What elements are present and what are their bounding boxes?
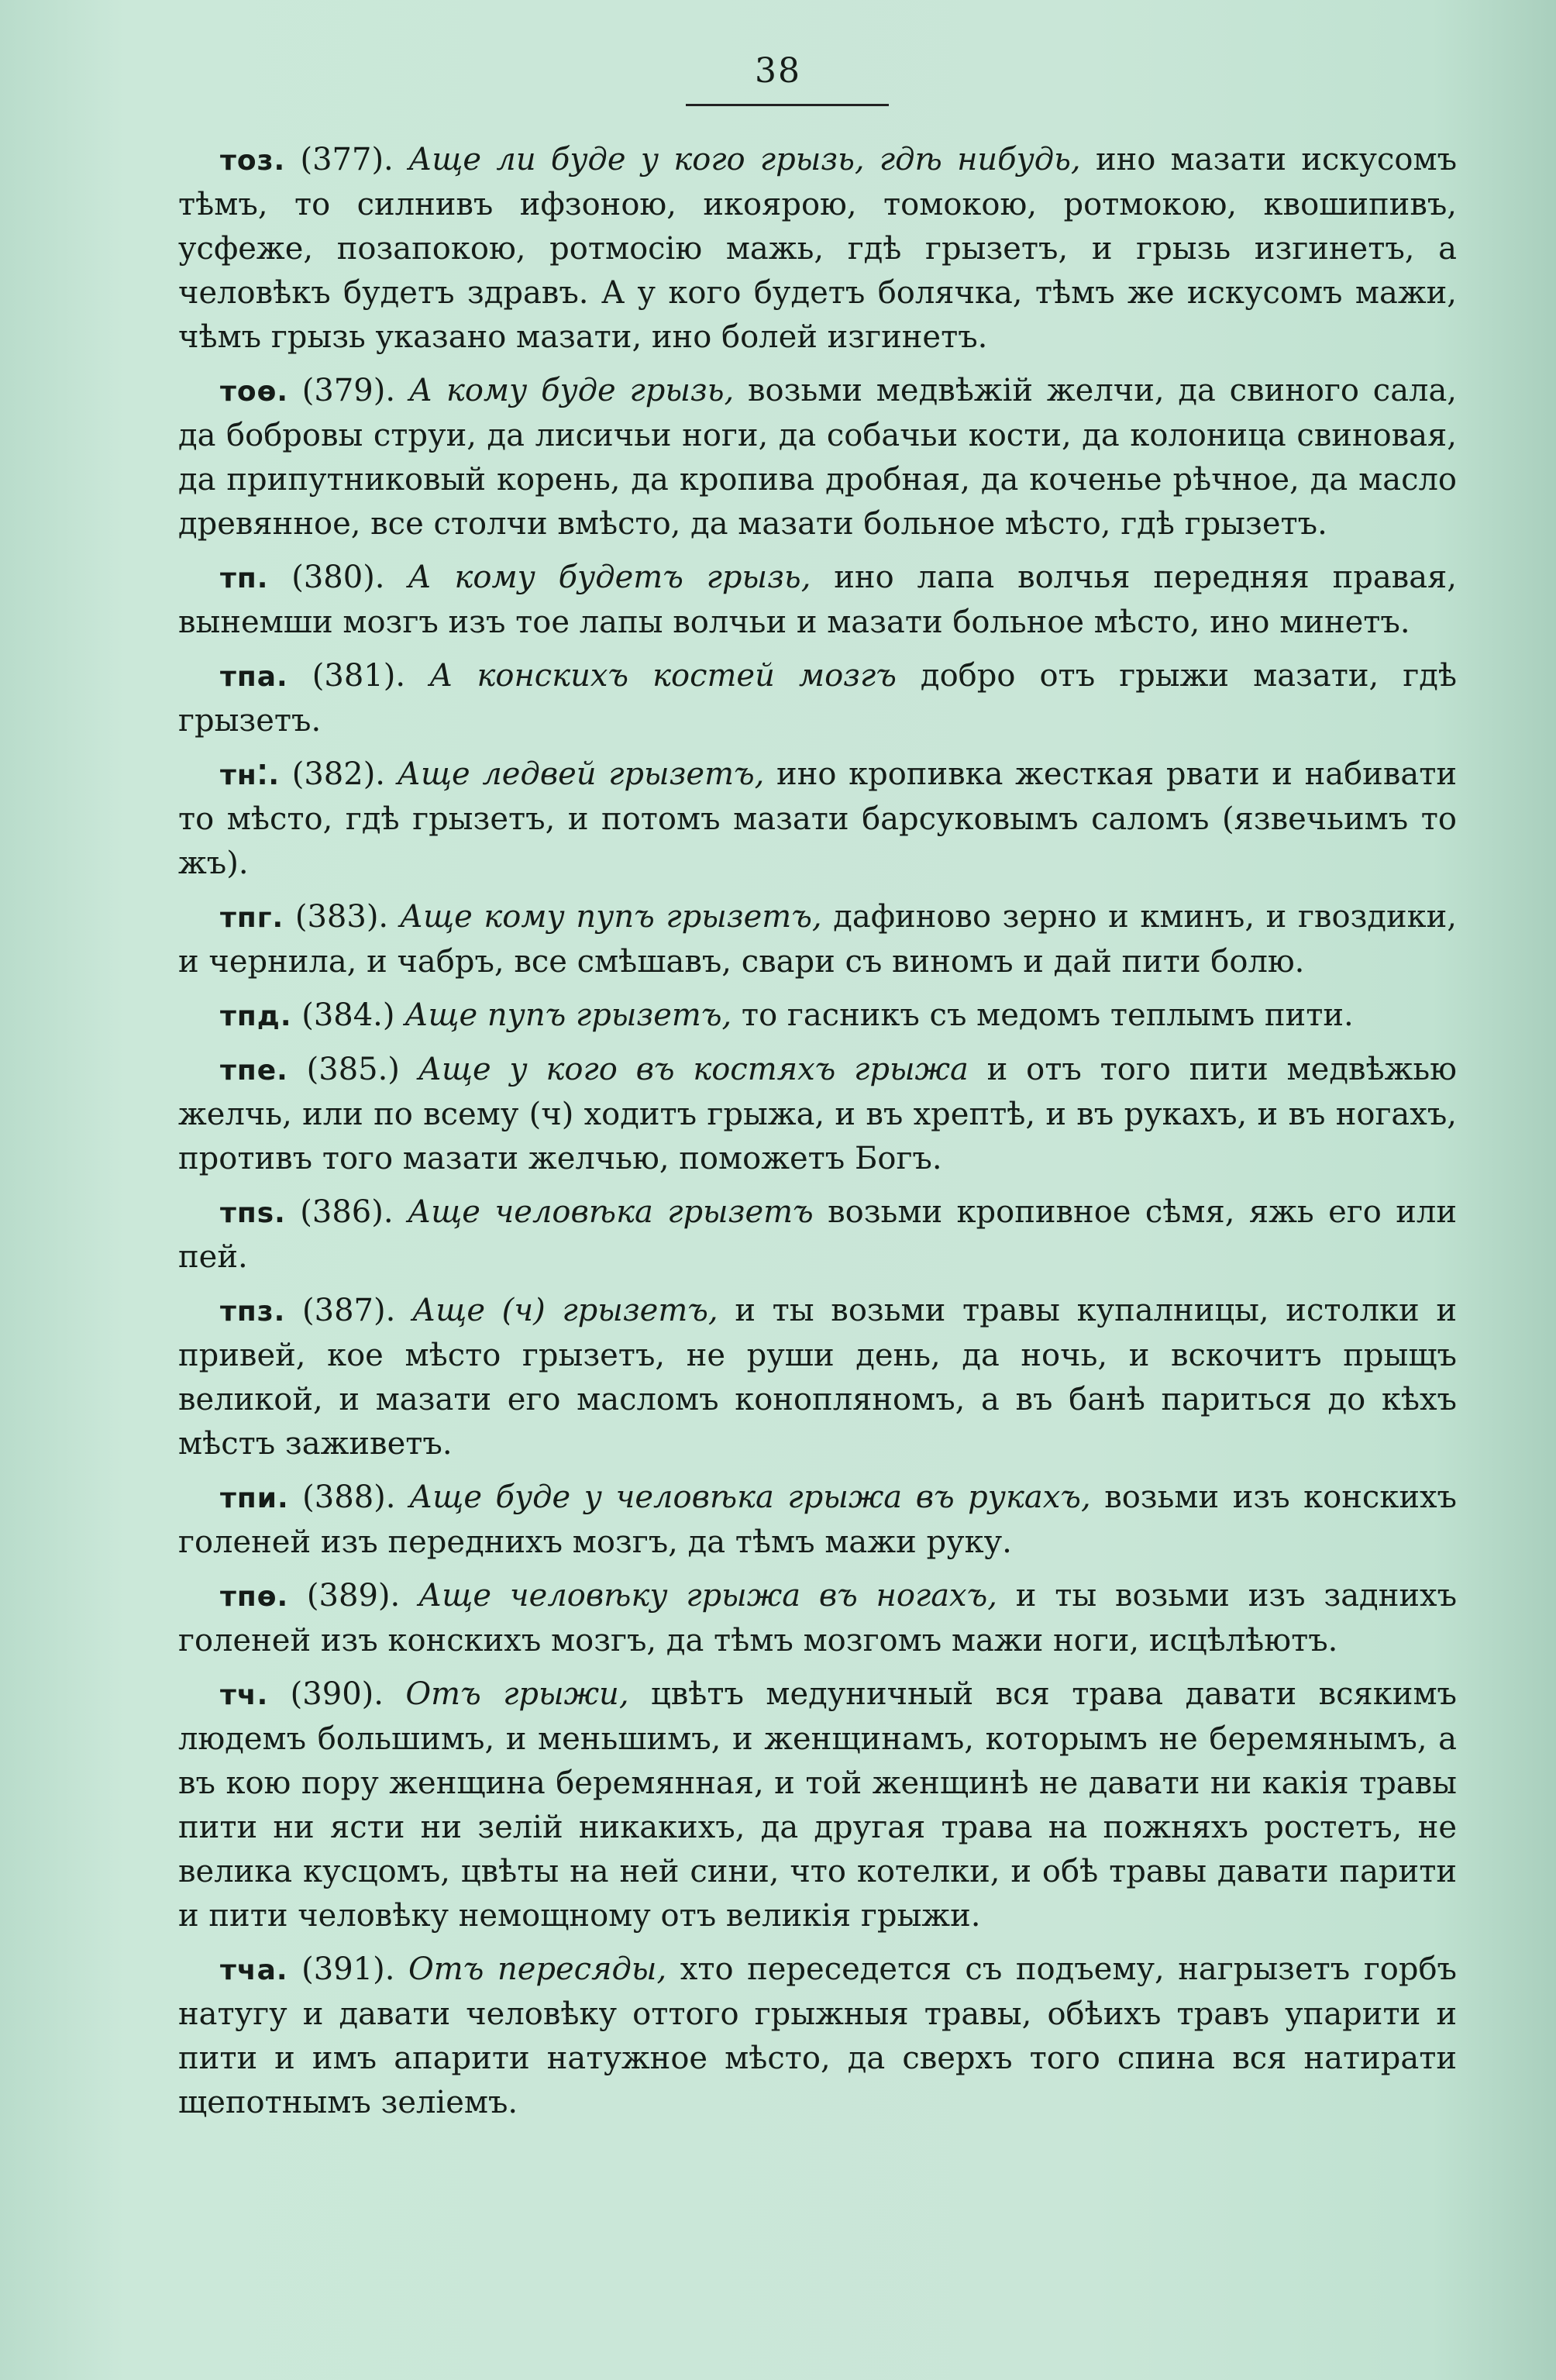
entry-heading: А кому буде грызь, [408,373,735,408]
entry-381 [178,654,1457,743]
entry-ref: (385.) [287,1052,418,1087]
entry-ref: (391). [287,1951,408,1987]
entry-ref: (377). [285,142,409,177]
entry-number: тн⁚. [220,759,281,791]
entry-heading: Аще ли буде у кого грызь, гдѣ нибудь, [408,142,1081,177]
entry-ref: (382). [280,756,398,792]
entry-379 [178,369,1457,546]
entry-number: тпз. [220,1296,286,1328]
entry-ref: (390). [268,1676,406,1712]
entry-390 [178,1672,1457,1938]
entry-heading: Аще кому пупъ грызетъ, [399,899,822,935]
entry-text: и отъ того пити медвѣжью желчь, или по всему (ч) ходитъ грыжа, и въ хрептѣ, и въ рукахъ, и въ ногахъ, противъ того мазати желчью, поможетъ Богъ. [178,1052,1457,1176]
entry-heading: Отъ пересяды, [408,1951,667,1987]
entry-ref: (380). [268,560,408,595]
entry-382 [178,753,1457,886]
entry-ref: (381). [287,658,430,694]
entry-number: тпа. [220,661,288,693]
entry-388 [178,1476,1457,1565]
entry-text: добро отъ грыжи мазати, гдѣ грызетъ. [178,658,1458,739]
entry-text: цвѣтъ медуничный вся трава давати всякимъ людемъ большимъ, и меньшимъ, и женщинамъ, которымъ не беремянымъ, а въ кою пору женщина беремянная, и той женщинѣ не давати ни какiя травы пити ни ясти ни зелiй никакихъ, да другая трава на пожняхъ ростетъ, не велика кусцомъ, цвѣты на ней сини, что котелки, и обѣ травы давати парити и пити человѣку немощному отъ великiя грыжи. [178,1676,1458,1934]
entry-heading: Аще человѣка грызетъ [407,1194,814,1230]
header-rule [686,104,889,106]
entry-ref: (379). [288,373,409,408]
entry-ref: (386). [285,1194,408,1230]
page-body [178,138,1457,2134]
entry-text: ино лапа волчья передняя правая, вынемши мозгъ изъ тое лапы волчьи и мазати больное мѣсто, ино минетъ. [178,560,1457,640]
entry-text: то гасникъ съ медомъ теплымъ пити. [732,997,1354,1033]
entry-number: тпи. [220,1483,289,1514]
entry-heading: Аще человѣку грыжа въ ногахъ, [418,1578,997,1614]
entry-heading: Аще буде у человѣка грыжа въ рукахъ, [409,1479,1091,1515]
entry-389 [178,1574,1457,1663]
entry-heading: Аще у кого въ костяхъ грыжа [418,1052,969,1087]
entry-377 [178,138,1457,360]
entry-heading: Отъ грыжи, [405,1676,629,1712]
entry-text: возьми медвѣжiй желчи, да свиного сала, да бобровы струи, да лисичьи ноги, да собачьи кости, да колоница свиновая, да припутниковый корень, да кропива дробная, да коченье рѣчное, да масло древянное, все столчи вмѣсто, да мазати больное мѣсто, гдѣ грызетъ. [178,373,1458,542]
entry-number: тоз. [220,145,286,177]
entry-ref: (388). [288,1479,409,1515]
entry-text: ино мазати искусомъ тѣмъ, то силнивъ ифзоною, икоярою, томокою, ротмокою, квошипивъ, усфеже, позапокою, ротмосiю мажь, гдѣ грызетъ, и грызь изгинетъ, а человѣкъ будетъ здравъ. А у кого будетъ болячка, тѣмъ же искусомъ мажи, чѣмъ грызь указано мазати, ино болей изгинетъ. [178,142,1458,355]
entry-heading: Аще (ч) грызетъ, [411,1293,718,1328]
entry-text: и ты возьми травы купалницы, истолки и привей, кое мѣсто грызетъ, не руши день, да ночь, и вскочитъ прыщъ великой, и мазати его масломъ конопляномъ, а въ банѣ париться до кѣхъ мѣстъ заживетъ. [178,1293,1457,1462]
entry-ref: (387). [285,1293,412,1328]
entry-387 [178,1289,1457,1466]
entry-number: тпе. [220,1055,288,1087]
entry-text: дафиново зерно и кминъ, и гвоздики, и чернила, и чабръ, все смѣшавъ, свари съ виномъ и дай пити болю. [178,899,1458,980]
entry-text: возьми изъ конскихъ голеней изъ переднихъ мозгъ, да тѣмъ мажи руку. [178,1479,1457,1560]
entry-number: тпѕ. [220,1197,286,1229]
entry-text: хто переседется съ подъему, нагрызетъ горбъ натугу и давати человѣку оттого грыжныя травы, обѣихъ травъ упарити и пити и имъ апарити натужное мѣсто, да сверхъ того спина вся натирати щепотнымъ зелiемъ. [178,1951,1457,2120]
entry-text: и ты возьми изъ заднихъ голеней изъ конскихъ мозгъ, да тѣмъ мозгомъ мажи ноги, исцѣлѣютъ. [178,1578,1458,1658]
entry-text: ино кропивка жесткая рвати и набивати то мѣсто, гдѣ грызетъ, и потомъ мазати барсуковымъ саломъ (язвечьимъ то жъ). [178,756,1457,881]
page-number: 38 [755,51,801,91]
entry-ref: (383). [284,899,400,935]
entry-384 [178,994,1457,1038]
entry-number: тоѳ. [220,376,289,408]
entry-385 [178,1048,1457,1181]
entry-heading: Аще пупъ грызетъ, [404,997,732,1033]
entry-number: тпг. [220,902,284,934]
entry-heading: А конскихъ костей мозгъ [429,658,897,694]
entry-ref: (389). [288,1578,418,1614]
entry-number: тч. [220,1679,269,1711]
entry-383 [178,895,1457,984]
entry-386 [178,1190,1457,1280]
entry-number: тп. [220,563,269,594]
entry-number: тпѳ. [220,1581,289,1613]
entry-heading: А кому будетъ грызь, [408,560,811,595]
entry-text: возьми кропивное сѣмя, яжь его или пей. [178,1194,1458,1275]
entry-391 [178,1948,1457,2125]
entry-heading: Аще ледвей грызетъ, [397,756,765,792]
entry-number: тпд. [220,1001,292,1032]
entry-number: тча. [220,1955,288,1986]
entry-380 [178,556,1457,645]
entry-ref: (384.) [291,997,405,1033]
